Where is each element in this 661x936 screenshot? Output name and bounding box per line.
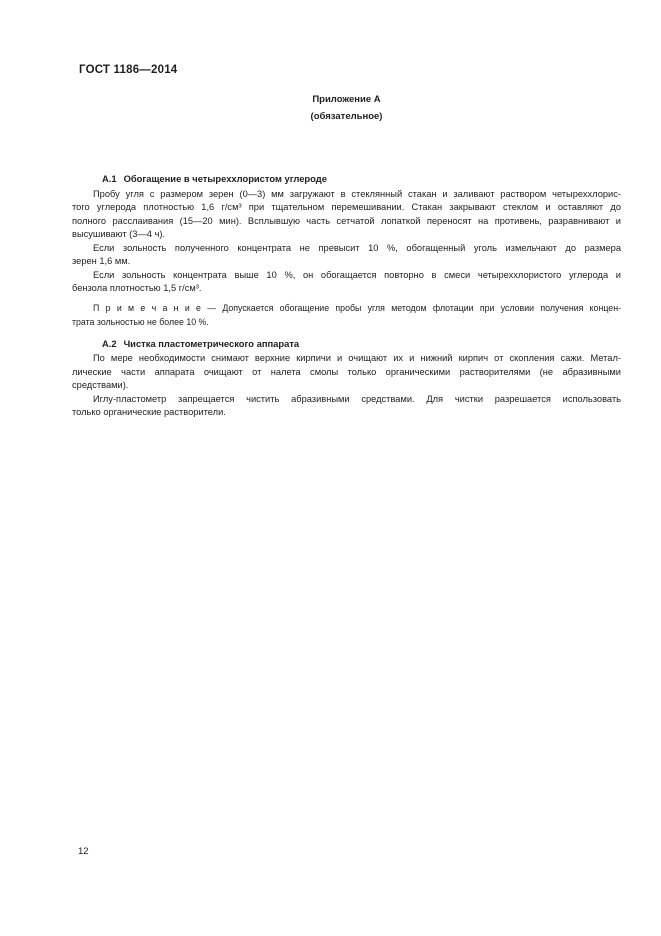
- text-line: средствами).: [72, 380, 129, 390]
- text-line: зерен 1,6 мм.: [72, 256, 131, 266]
- paragraph: [72, 188, 621, 242]
- text-line: П р и м е ч а н и е — Допускается обогащение пробы угля методом флотации при условии получения концен-: [93, 303, 621, 313]
- text-line: Если зольность полученного концентрата не превысит 10 %, обогащенный уголь измельчают до размера: [93, 242, 621, 253]
- text-line: Иглу-пластометр запрещается чистить абразивными средствами. Для чистки разрешается использовать: [93, 393, 621, 404]
- page-number: 12: [78, 846, 89, 857]
- section-title: Обогащение в четыреххлористом углероде: [123, 173, 327, 184]
- section-heading: [72, 172, 621, 186]
- section-title: Чистка пластометрического аппарата: [123, 337, 300, 349]
- section: [72, 337, 621, 420]
- section-number: А.2: [102, 337, 117, 349]
- text-line: Пробу угля с размером зерен (0—3) мм загружают в стеклянный стакан и заливают раствором четыреххлорис-: [93, 188, 621, 199]
- section-heading: [72, 337, 621, 351]
- text-line: только органические растворители.: [72, 407, 226, 417]
- appendix-subtitle: (обязательное): [310, 111, 383, 122]
- section: [72, 172, 621, 329]
- note-paragraph: [72, 302, 621, 329]
- paragraph: [72, 269, 621, 296]
- text-line: бензола плотностью 1,5 г/см³.: [72, 283, 202, 293]
- text-line: полного расслаивания (15—20 мин). Всплывшую часть сетчатой лопаткой переносят на противень, разравнивают и: [72, 215, 621, 226]
- text-line: того углерода плотностью 1,6 г/см³ при тщательном перемешивании. Стакан закрывают стеклом и оставляют до: [72, 202, 621, 212]
- appendix-title: Приложение А: [312, 94, 381, 105]
- section-number: А.1: [102, 173, 117, 184]
- text-line: По мере необходимости снимают верхние кирпичи и очищают их и нижний кирпич от скопления сажи. Метал-: [93, 353, 621, 363]
- document-code: ГОСТ 1186—2014: [79, 64, 178, 76]
- text-line: Если зольность концентрата выше 10 %, он обогащается повторно в смеси четыреххлористого углерода и: [93, 269, 621, 280]
- appendix-header: [72, 91, 621, 125]
- paragraph: [72, 242, 621, 269]
- document-content: [72, 172, 621, 420]
- text-line: трата зольностью не более 10 %.: [72, 316, 209, 327]
- paragraph: [72, 352, 621, 393]
- text-line: высушивают (3—4 ч).: [72, 229, 166, 239]
- text-line: лические части аппарата очищают от налета смолы только органическими растворителями (не абразивными: [72, 366, 621, 377]
- paragraph: [72, 393, 621, 420]
